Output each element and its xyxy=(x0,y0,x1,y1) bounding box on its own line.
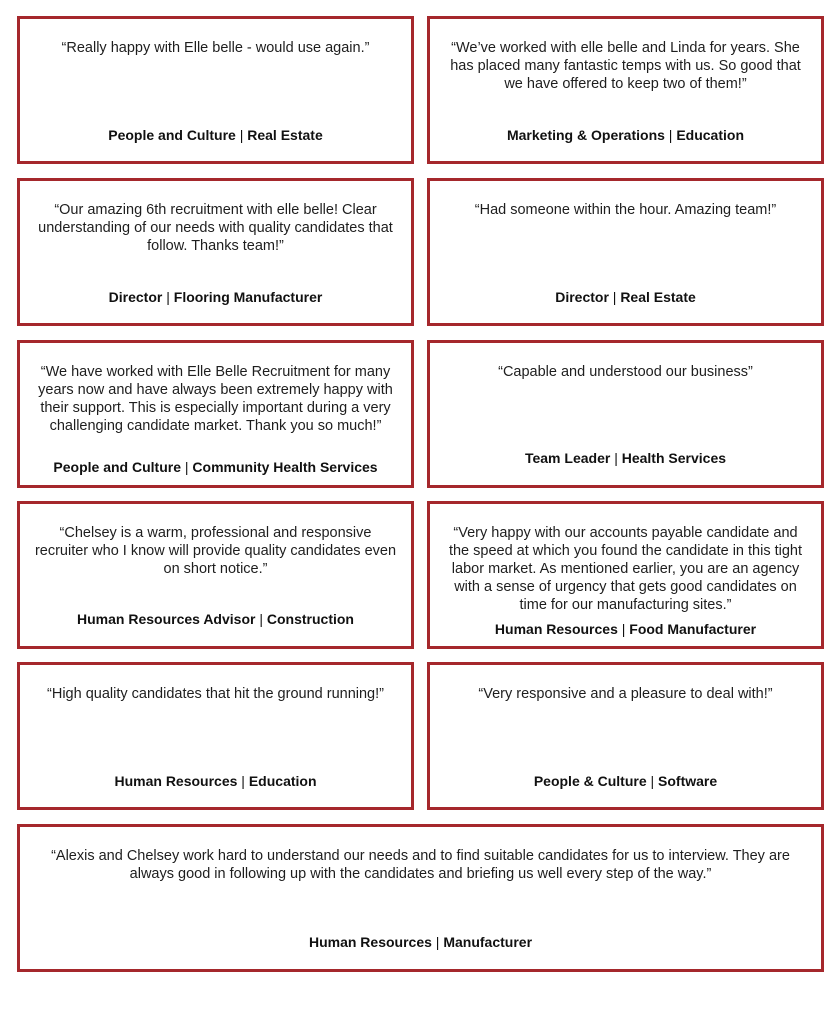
attribution-industry: Manufacturer xyxy=(443,934,533,950)
testimonial-quote: “We’ve worked with elle belle and Linda for years. She has placed many fantastic temps with us. So good that we have offered to keep two of them!” xyxy=(450,40,801,92)
testimonial-card xyxy=(17,340,414,488)
attribution-separator: | xyxy=(162,289,174,305)
testimonial-card xyxy=(17,178,414,326)
attribution-role: People & Culture xyxy=(533,773,647,789)
attribution-role: Team Leader xyxy=(524,450,611,466)
attribution-separator: | xyxy=(610,450,622,466)
testimonial-attribution xyxy=(436,288,815,306)
attribution-role: People and Culture xyxy=(53,459,181,475)
testimonial-attribution xyxy=(26,772,405,790)
testimonial-attribution xyxy=(26,126,405,144)
attribution-role: Human Resources Advisor xyxy=(77,611,256,627)
testimonial-quote: “High quality candidates that hit the ground running!” xyxy=(47,686,384,702)
testimonial-attribution xyxy=(436,620,815,638)
attribution-industry: Software xyxy=(658,773,718,789)
testimonial-attribution xyxy=(26,288,405,306)
attribution-industry: Education xyxy=(676,127,744,143)
attribution-industry: Health Services xyxy=(621,450,727,466)
testimonial-attribution xyxy=(436,772,815,790)
testimonial-quote: “Alexis and Chelsey work hard to understand our needs and to find suitable candidates for us to interview. They are always good in following up with the candidates and briefing us well every step of the way.” xyxy=(51,848,790,882)
attribution-role: People and Culture xyxy=(108,127,236,143)
attribution-role: Director xyxy=(108,289,163,305)
testimonial-card xyxy=(17,16,414,164)
attribution-separator: | xyxy=(237,773,249,789)
attribution-industry: Real Estate xyxy=(620,289,696,305)
attribution-industry: Flooring Manufacturer xyxy=(173,289,323,305)
testimonial-quote: “Very happy with our accounts payable candidate and the speed at which you found the candidate in this tight labor market. As mentioned earlier, you are an agency with a sense of urgency that gets good candidates on time for our manufacturing sites.” xyxy=(448,525,803,613)
attribution-industry: Food Manufacturer xyxy=(629,621,757,637)
testimonial-attribution xyxy=(26,610,405,628)
attribution-role: Human Resources xyxy=(494,621,618,637)
attribution-separator: | xyxy=(180,459,193,475)
testimonial-card xyxy=(17,662,414,810)
testimonial-card xyxy=(427,662,824,810)
testimonial-quote: “Chelsey is a warm, professional and responsive recruiter who I know will provide quality candidates even on short notice.” xyxy=(34,525,397,577)
attribution-role: Marketing & Operations xyxy=(506,127,665,143)
testimonial-card xyxy=(17,501,414,649)
testimonial-card xyxy=(427,16,824,164)
testimonial-card-wide xyxy=(17,824,824,972)
attribution-separator: | xyxy=(617,621,630,637)
attribution-separator: | xyxy=(431,934,444,950)
testimonial-attribution xyxy=(26,458,405,476)
attribution-industry: Community Health Services xyxy=(192,459,378,475)
attribution-industry: Construction xyxy=(266,611,354,627)
attribution-industry: Real Estate xyxy=(247,127,323,143)
attribution-role: Human Resources xyxy=(114,773,238,789)
testimonial-attribution xyxy=(436,126,815,144)
attribution-separator: | xyxy=(646,773,659,789)
testimonial-quote: “Capable and understood our business” xyxy=(498,364,753,380)
testimonial-quote: “Really happy with Elle belle - would use again.” xyxy=(61,40,370,56)
attribution-industry: Education xyxy=(248,773,317,789)
testimonial-quote: “Had someone within the hour. Amazing team!” xyxy=(474,202,777,218)
testimonial-quote: “Very responsive and a pleasure to deal with!” xyxy=(478,686,773,702)
testimonial-card xyxy=(427,340,824,488)
attribution-role: Human Resources xyxy=(308,934,432,950)
testimonial-card xyxy=(427,178,824,326)
testimonial-quote: “We have worked with Elle Belle Recruitment for many years now and have always been extremely happy with their support. This is especially important during a very challenging candidate market. Thank you so much!” xyxy=(38,364,393,434)
attribution-separator: | xyxy=(664,127,677,143)
attribution-separator: | xyxy=(608,289,621,305)
testimonial-quote: “Our amazing 6th recruitment with elle belle! Clear understanding of our needs with quality candidates that follow. Thanks team!” xyxy=(38,202,393,254)
attribution-separator: | xyxy=(255,611,267,627)
testimonial-attribution xyxy=(26,933,815,951)
attribution-separator: | xyxy=(235,127,248,143)
attribution-role: Director xyxy=(555,289,609,305)
testimonial-card xyxy=(427,501,824,649)
testimonial-attribution xyxy=(436,449,815,467)
